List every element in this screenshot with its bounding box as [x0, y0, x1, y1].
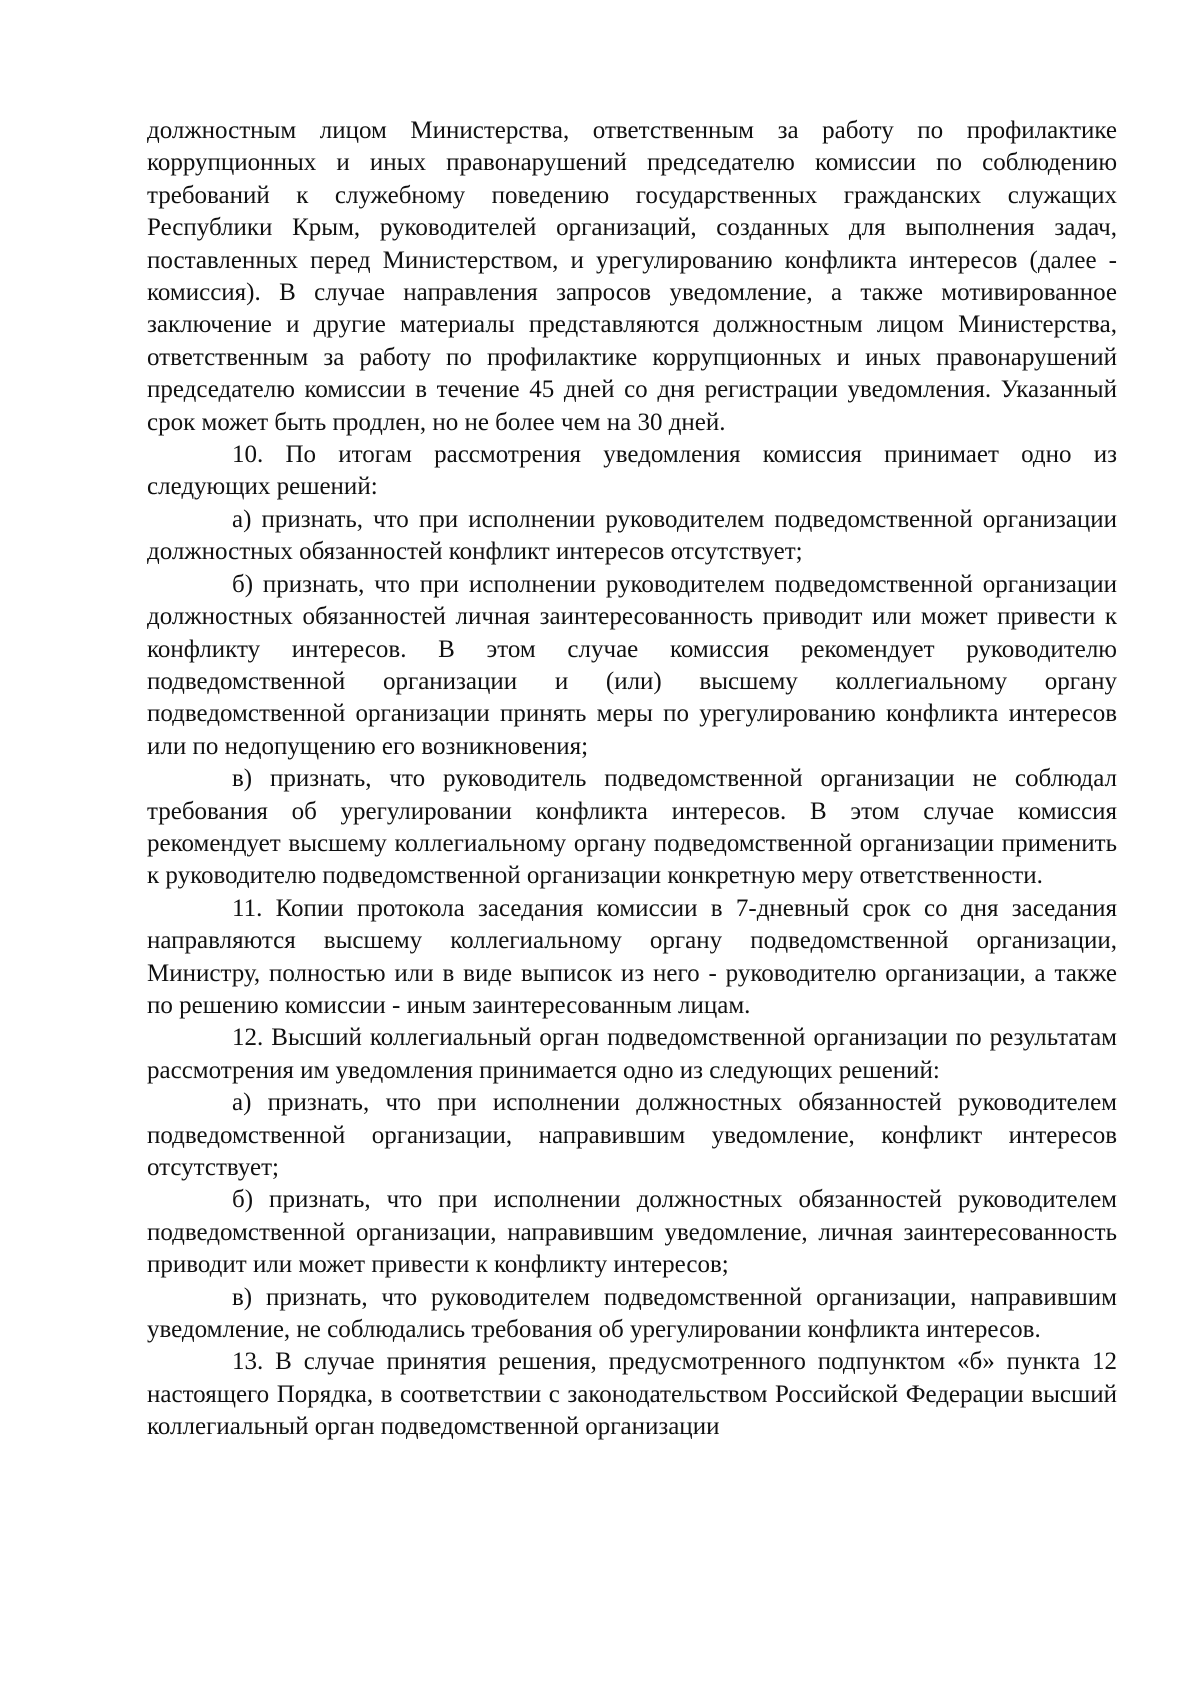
document-page: [147, 115, 1117, 1444]
paragraph-item-12-v: в) признать, что руководителем подведомственной организации, направившим уведомление, не соблюдались требования об урегулировании конфликта интересов.: [147, 1283, 1117, 1344]
paragraph-item-10-a: а) признать, что при исполнении руководителем подведомственной организации должностных обязанностей конфликт интересов отсутствует;: [147, 505, 1117, 566]
paragraph-item-12-a: а) признать, что при исполнении должностных обязанностей руководителем подведомственной организации, направившим уведомление, конфликт интересов отсутствует;: [147, 1089, 1117, 1181]
paragraph-item-10-b: б) признать, что при исполнении руководителем подведомственной организации должностных обязанностей личная заинтересованность приводит или может привести к конфликту интересов. В этом случае комиссия рекомендует руководителю подведомственной организации и (или) высшему коллегиальному органу подведомственной организации принять меры по урегулированию конфликта интересов или по недопущению его возникновения;: [147, 570, 1117, 760]
paragraph-item-10: 10. По итогам рассмотрения уведомления комиссия принимает одно из следующих решений:: [147, 441, 1117, 501]
paragraph-item-12: 12. Высший коллегиальный орган подведомственной организации по результатам рассмотрения им уведомления принимается одно из следующих решений:: [147, 1024, 1117, 1084]
paragraph-item-13: 13. В случае принятия решения, предусмотренного подпунктом «б» пункта 12 настоящего Порядка, в соответствии с законодательством Российской Федерации высший коллегиальный орган подведомственной организации: [147, 1348, 1117, 1441]
paragraph-item-11: 11. Копии протокола заседания комиссии в 7-дневный срок со дня заседания направляются высшему коллегиальному органу подведомственной организации, Министру, полностью или в виде выписок из него - руководителю организации, а также по решению комиссии - иным заинтересованным лицам.: [147, 894, 1117, 1019]
paragraph-item-12-b: б) признать, что при исполнении должностных обязанностей руководителем подведомственной организации, направившим уведомление, личная заинтересованность приводит или может привести к конфликту интересов;: [147, 1186, 1117, 1279]
paragraph-item-10-v: в) признать, что руководитель подведомственной организации не соблюдал требования об урегулировании конфликта интересов. В этом случае комиссия рекомендует высшему коллегиальному органу подведомственной организации применить к руководителю подведомственной организации конкретную меру ответственности.: [147, 765, 1117, 890]
paragraph-continuation: должностным лицом Министерства, ответственным за работу по профилактике коррупционных и иных правонарушений председателю комиссии по соблюдению требований к служебному поведению государственных гражданских служащих Республики Крым, руководителей организаций, созданных для выполнения задач, поставленных перед Министерством, и урегулированию конфликта интересов (далее - комиссия). В случае направления запросов уведомление, а также мотивированное заключение и другие материалы представляются должностным лицом Министерства, ответственным за работу по профилактике коррупционных и иных правонарушений председателю комиссии в течение 45 дней со дня регистрации уведомления. Указанный срок может быть продлен, но не более чем на 30 дней.: [147, 117, 1117, 436]
